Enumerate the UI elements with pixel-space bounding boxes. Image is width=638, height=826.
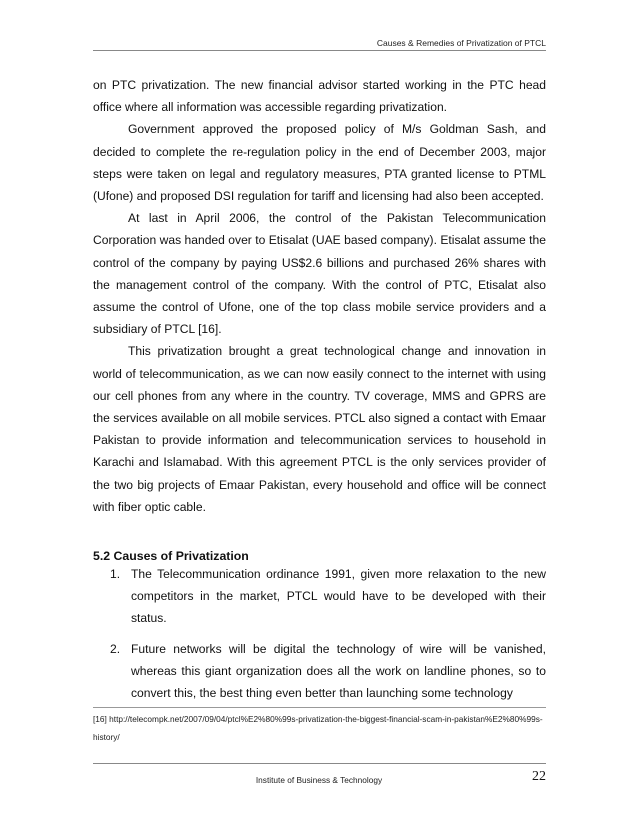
footer-divider bbox=[93, 763, 546, 764]
footer-institution: Institute of Business & Technology bbox=[255, 775, 383, 785]
paragraph-technology: This privatization brought a great technological change and innovation in world of telecommunication, as we can now easily connect to the internet with using our cell phones from any where in the country. TV coverage, MMS and GPRS are the services available on all mobile services. PTCL also signed a contact with Emaar Pakistan to provide information and telecommunication services to household in Karachi and Islamabad. With this agreement PTCL is the only services provider of the two big projects of Emaar Pakistan, every household and office will be connect with fiber optic cable. bbox=[93, 344, 546, 514]
section-heading: 5.2 Causes of Privatization bbox=[93, 549, 249, 563]
footnote: [16] http://telecompk.net/2007/09/04/ptcl%E2%80%99s-privatization-the-biggest-financial-scam-in-pakistan%E2%80%99s-history/ bbox=[93, 714, 543, 742]
footnote-divider bbox=[93, 707, 546, 708]
causes-list bbox=[93, 563, 546, 712]
running-header: Causes & Remedies of Privatization of PTCL bbox=[376, 38, 546, 48]
list-item bbox=[93, 638, 546, 705]
list-item-number: 2. bbox=[110, 641, 121, 656]
paragraph-etisalat: At last in April 2006, the control of the Pakistan Telecommunication Corporation was handed over to Etisalat (UAE based company). Etisalat assume the control of the company by paying US$2.6 billions and purchased 26% shares with the management control of the company. With the control of PTC, Etisalat also assume the control of Ufone, one of the top class mobile service providers and a subsidiary of PTCL [16]. bbox=[93, 211, 546, 337]
paragraph-policy: Government approved the proposed policy of M/s Goldman Sash, and decided to complete the re-regulation policy in the end of December 2003, major steps were taken on legal and regulatory measures, PTA granted license to PTML (Ufone) and proposed DSI regulation for tariff and licensing had also been accepted. bbox=[93, 122, 546, 204]
body-text bbox=[93, 74, 546, 518]
list-item-number: 1. bbox=[110, 567, 121, 581]
list-item-text: The Telecommunication ordinance 1991, given more relaxation to the new competitors in the market, PTCL would have to be developed with their status. bbox=[131, 567, 546, 626]
paragraph-continuation: on PTC privatization. The new financial advisor started working in the PTC head office where all information was accessible regarding privatization. bbox=[93, 78, 546, 115]
list-item bbox=[93, 563, 546, 630]
header-divider bbox=[93, 50, 546, 51]
page-number: 22 bbox=[532, 769, 546, 784]
list-item-text: Future networks will be digital the technology of wire will be vanished, whereas this giant organization does all the work on landline phones, so to convert this, the best thing even better than launching some technology bbox=[131, 641, 546, 701]
